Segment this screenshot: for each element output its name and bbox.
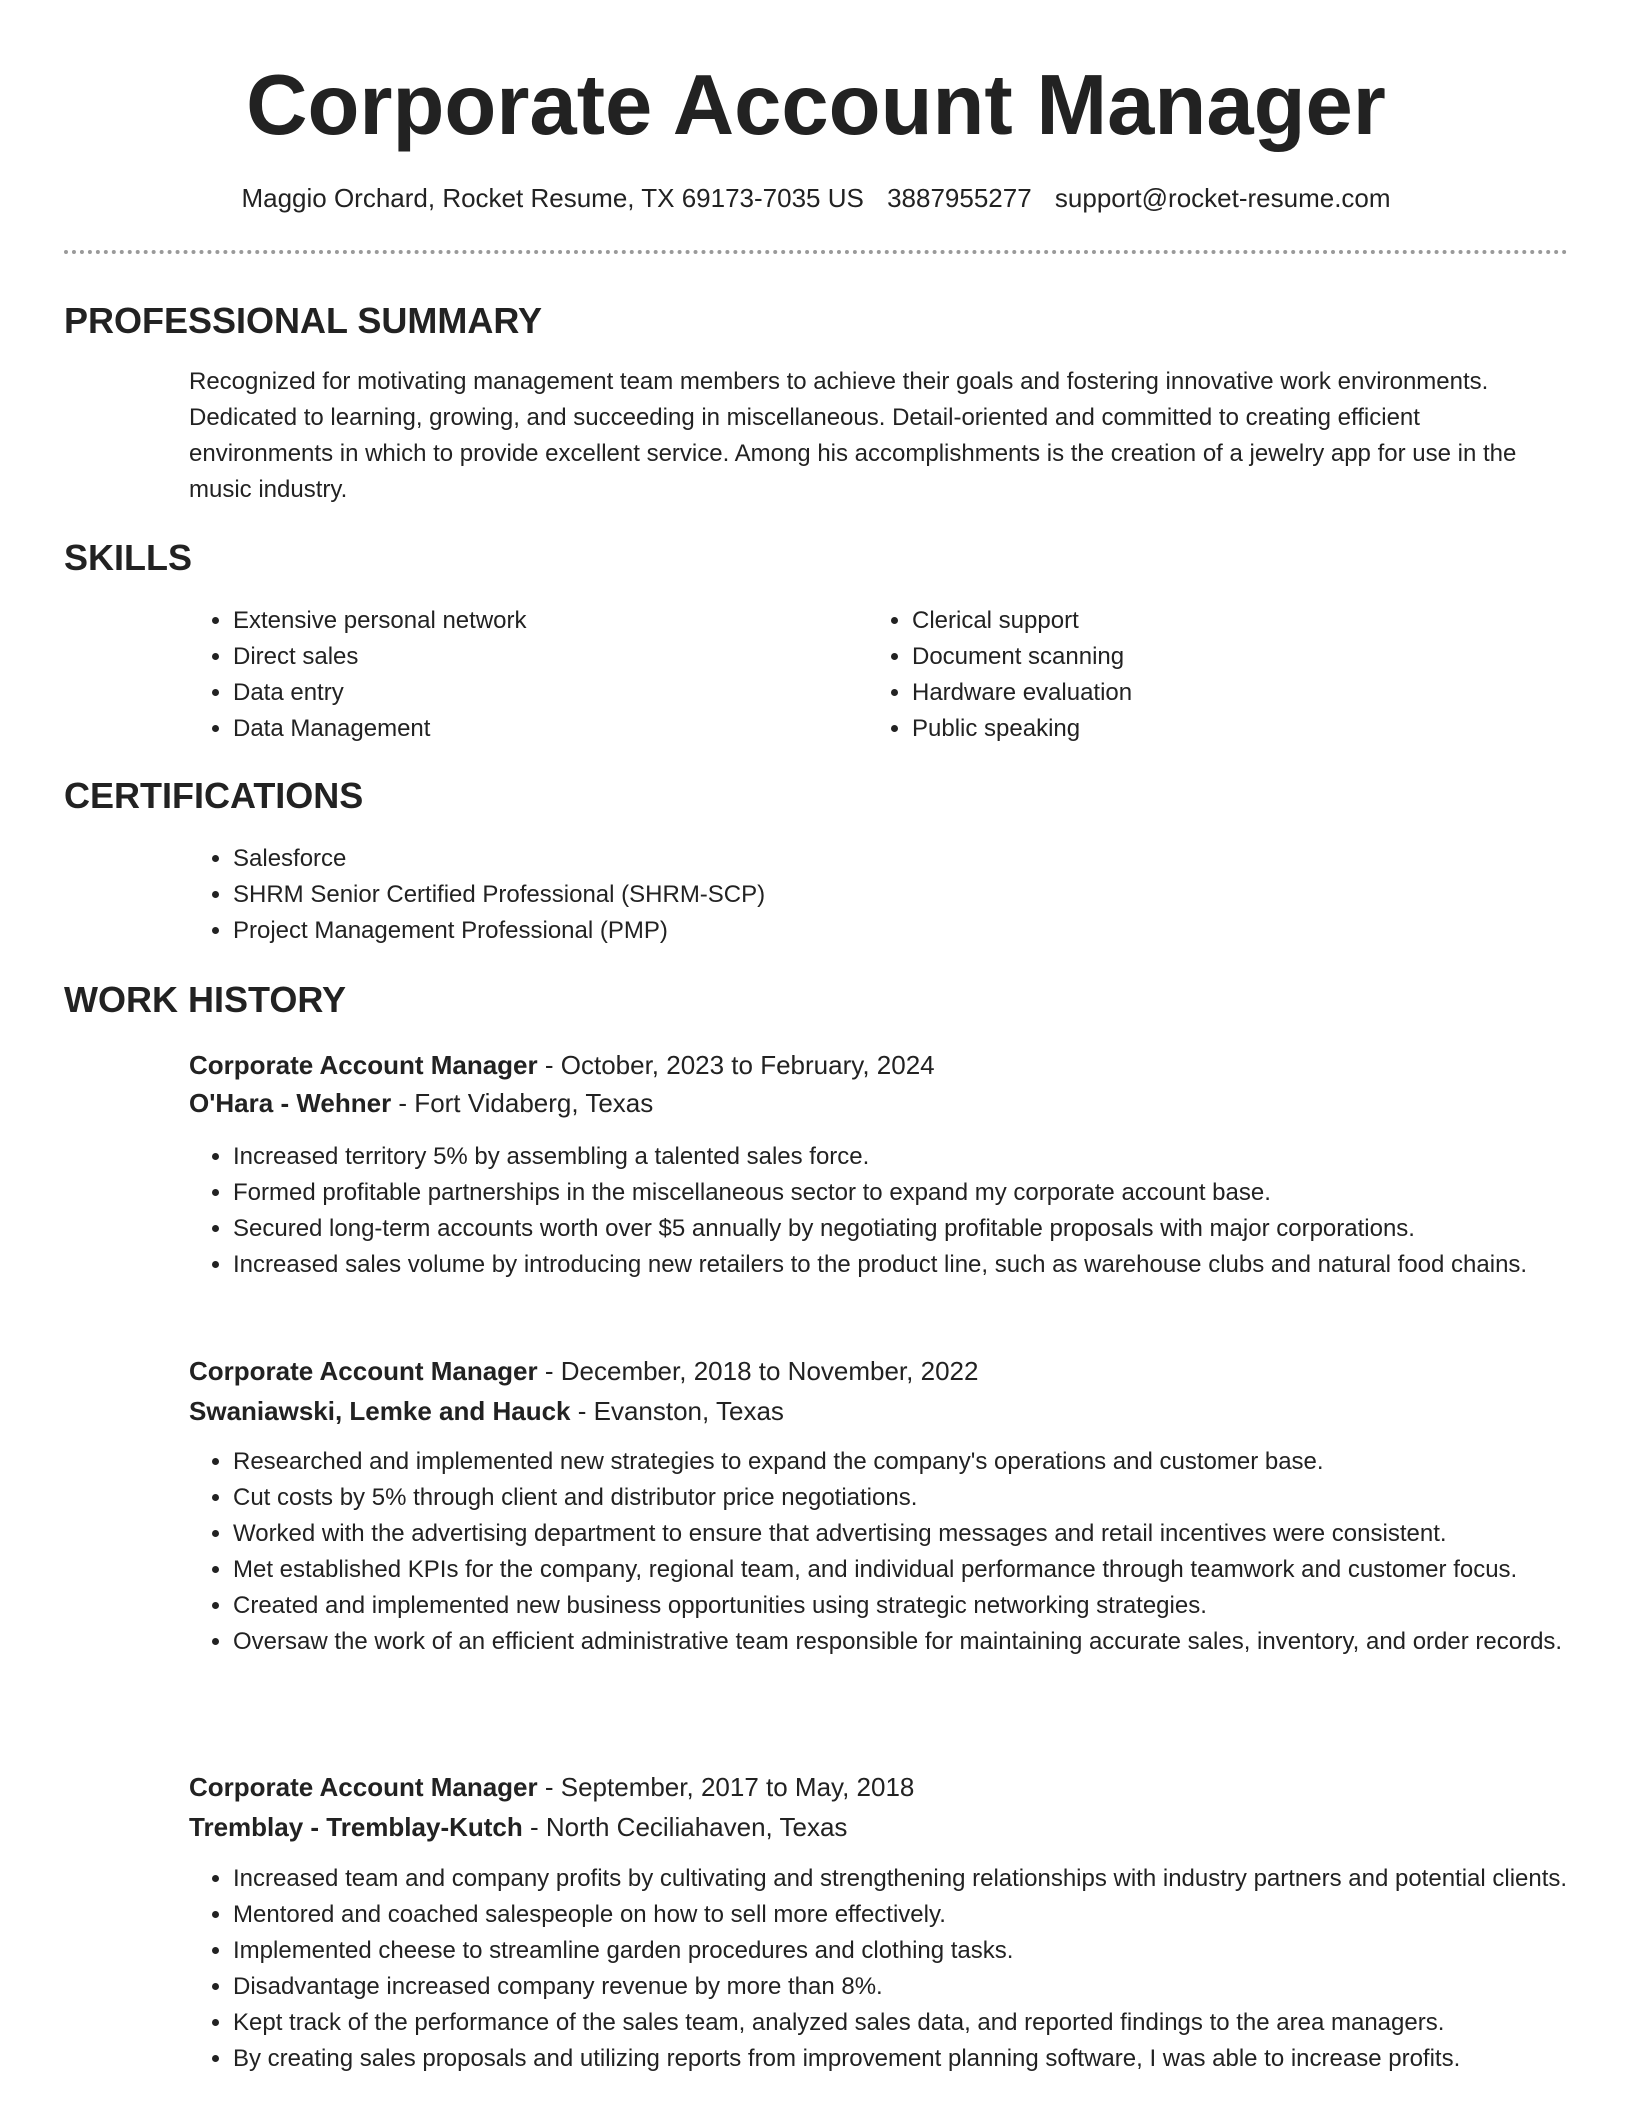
- list-item: • Document scanning: [912, 639, 1552, 675]
- job-company-line: [189, 1084, 653, 1122]
- job-company-line: [189, 1392, 784, 1430]
- job-location: - Evanston, Texas: [570, 1396, 784, 1426]
- list-item: • Researched and implemented new strategies to expand the company's operations and customer base.: [233, 1444, 1593, 1480]
- list-item: • Disadvantage increased company revenue by more than 8%.: [233, 1969, 1593, 2005]
- resume-title: Corporate Account Manager: [246, 58, 1386, 153]
- skills-list-left: [189, 603, 833, 747]
- job-title: Corporate Account Manager: [189, 1772, 538, 1802]
- job-location: - North Ceciliahaven, Texas: [522, 1812, 848, 1842]
- list-item: • Salesforce: [233, 841, 1533, 877]
- job-company-line: [189, 1808, 847, 1846]
- contact-phone: 3887955277: [887, 183, 1032, 213]
- skills-list-right: [868, 603, 1552, 747]
- list-item: • Project Management Professional (PMP): [233, 913, 1533, 949]
- list-item: • Public speaking: [912, 711, 1552, 747]
- list-item: • Increased territory 5% by assembling a talented sales force.: [233, 1139, 1593, 1175]
- job-company: O'Hara - Wehner: [189, 1088, 392, 1118]
- list-item: • Increased team and company profits by cultivating and strengthening relationships with industry partners and potential clients.: [233, 1861, 1593, 1897]
- job-title-line: [189, 1046, 935, 1084]
- section-heading-certifications: CERTIFICATIONS: [64, 775, 364, 816]
- list-item: • SHRM Senior Certified Professional (SHRM-SCP): [233, 877, 1533, 913]
- list-item: • Worked with the advertising department to ensure that advertising messages and retail incentives were consistent.: [233, 1516, 1593, 1552]
- job-bullets: [189, 1139, 1593, 1283]
- list-item: • Met established KPIs for the company, regional team, and individual performance through teamwork and customer focus.: [233, 1552, 1593, 1588]
- list-item: • Increased sales volume by introducing new retailers to the product line, such as warehouse clubs and natural food chains.: [233, 1247, 1593, 1283]
- certifications-list: [189, 841, 1533, 949]
- contact-email: support@rocket-resume.com: [1054, 183, 1391, 213]
- job-bullets: [189, 1861, 1593, 2077]
- job-dates: - December, 2018 to November, 2022: [537, 1356, 979, 1386]
- list-item: • By creating sales proposals and utilizing reports from improvement planning software, I was able to increase profits.: [233, 2041, 1593, 2077]
- list-item: • Clerical support: [912, 603, 1552, 639]
- job-title-line: [189, 1352, 978, 1390]
- list-item: • Hardware evaluation: [912, 675, 1552, 711]
- job-title-line: [189, 1768, 914, 1806]
- summary-text: Recognized for motivating management team members to achieve their goals and fostering innovative work environments. Dedicated to learning, growing, and succeeding in miscellaneous. Detail-oriented and committed to creating efficient environments in which to provide excellent service. Among his accomplishments is the creation of a jewelry app for use in the music industry.: [189, 368, 1517, 503]
- list-item: • Formed profitable partnerships in the miscellaneous sector to expand my corporate account base.: [233, 1175, 1593, 1211]
- job-company: Swaniawski, Lemke and Hauck: [189, 1396, 571, 1426]
- job-dates: - September, 2017 to May, 2018: [537, 1772, 915, 1802]
- list-item: • Cut costs by 5% through client and distributor price negotiations.: [233, 1480, 1593, 1516]
- job-title: Corporate Account Manager: [189, 1356, 538, 1386]
- list-item: • Extensive personal network: [233, 603, 833, 639]
- list-item: • Implemented cheese to streamline garden procedures and clothing tasks.: [233, 1933, 1593, 1969]
- header-divider: [64, 250, 1568, 254]
- contact-line: [0, 180, 1632, 216]
- job-bullets: [189, 1444, 1593, 1660]
- section-heading-work-history: WORK HISTORY: [64, 979, 347, 1020]
- list-item: • Data Management: [233, 711, 833, 747]
- list-item: • Data entry: [233, 675, 833, 711]
- list-item: • Kept track of the performance of the sales team, analyzed sales data, and reported findings to the area managers.: [233, 2005, 1593, 2041]
- job-title: Corporate Account Manager: [189, 1050, 538, 1080]
- job-location: - Fort Vidaberg, Texas: [391, 1088, 654, 1118]
- list-item: • Mentored and coached salespeople on how to sell more effectively.: [233, 1897, 1593, 1933]
- job-dates: - October, 2023 to February, 2024: [537, 1050, 935, 1080]
- list-item: • Created and implemented new business opportunities using strategic networking strategies.: [233, 1588, 1593, 1624]
- list-item: • Direct sales: [233, 639, 833, 675]
- list-item: • Oversaw the work of an efficient administrative team responsible for maintaining accurate sales, inventory, and order records.: [233, 1624, 1593, 1660]
- list-item: • Secured long-term accounts worth over $5 annually by negotiating profitable proposals with major corporations.: [233, 1211, 1593, 1247]
- section-heading-skills: SKILLS: [64, 537, 193, 578]
- job-company: Tremblay - Tremblay-Kutch: [189, 1812, 523, 1842]
- contact-address: Maggio Orchard, Rocket Resume, TX 69173-7035 US: [241, 183, 864, 213]
- section-heading-summary: PROFESSIONAL SUMMARY: [64, 300, 543, 341]
